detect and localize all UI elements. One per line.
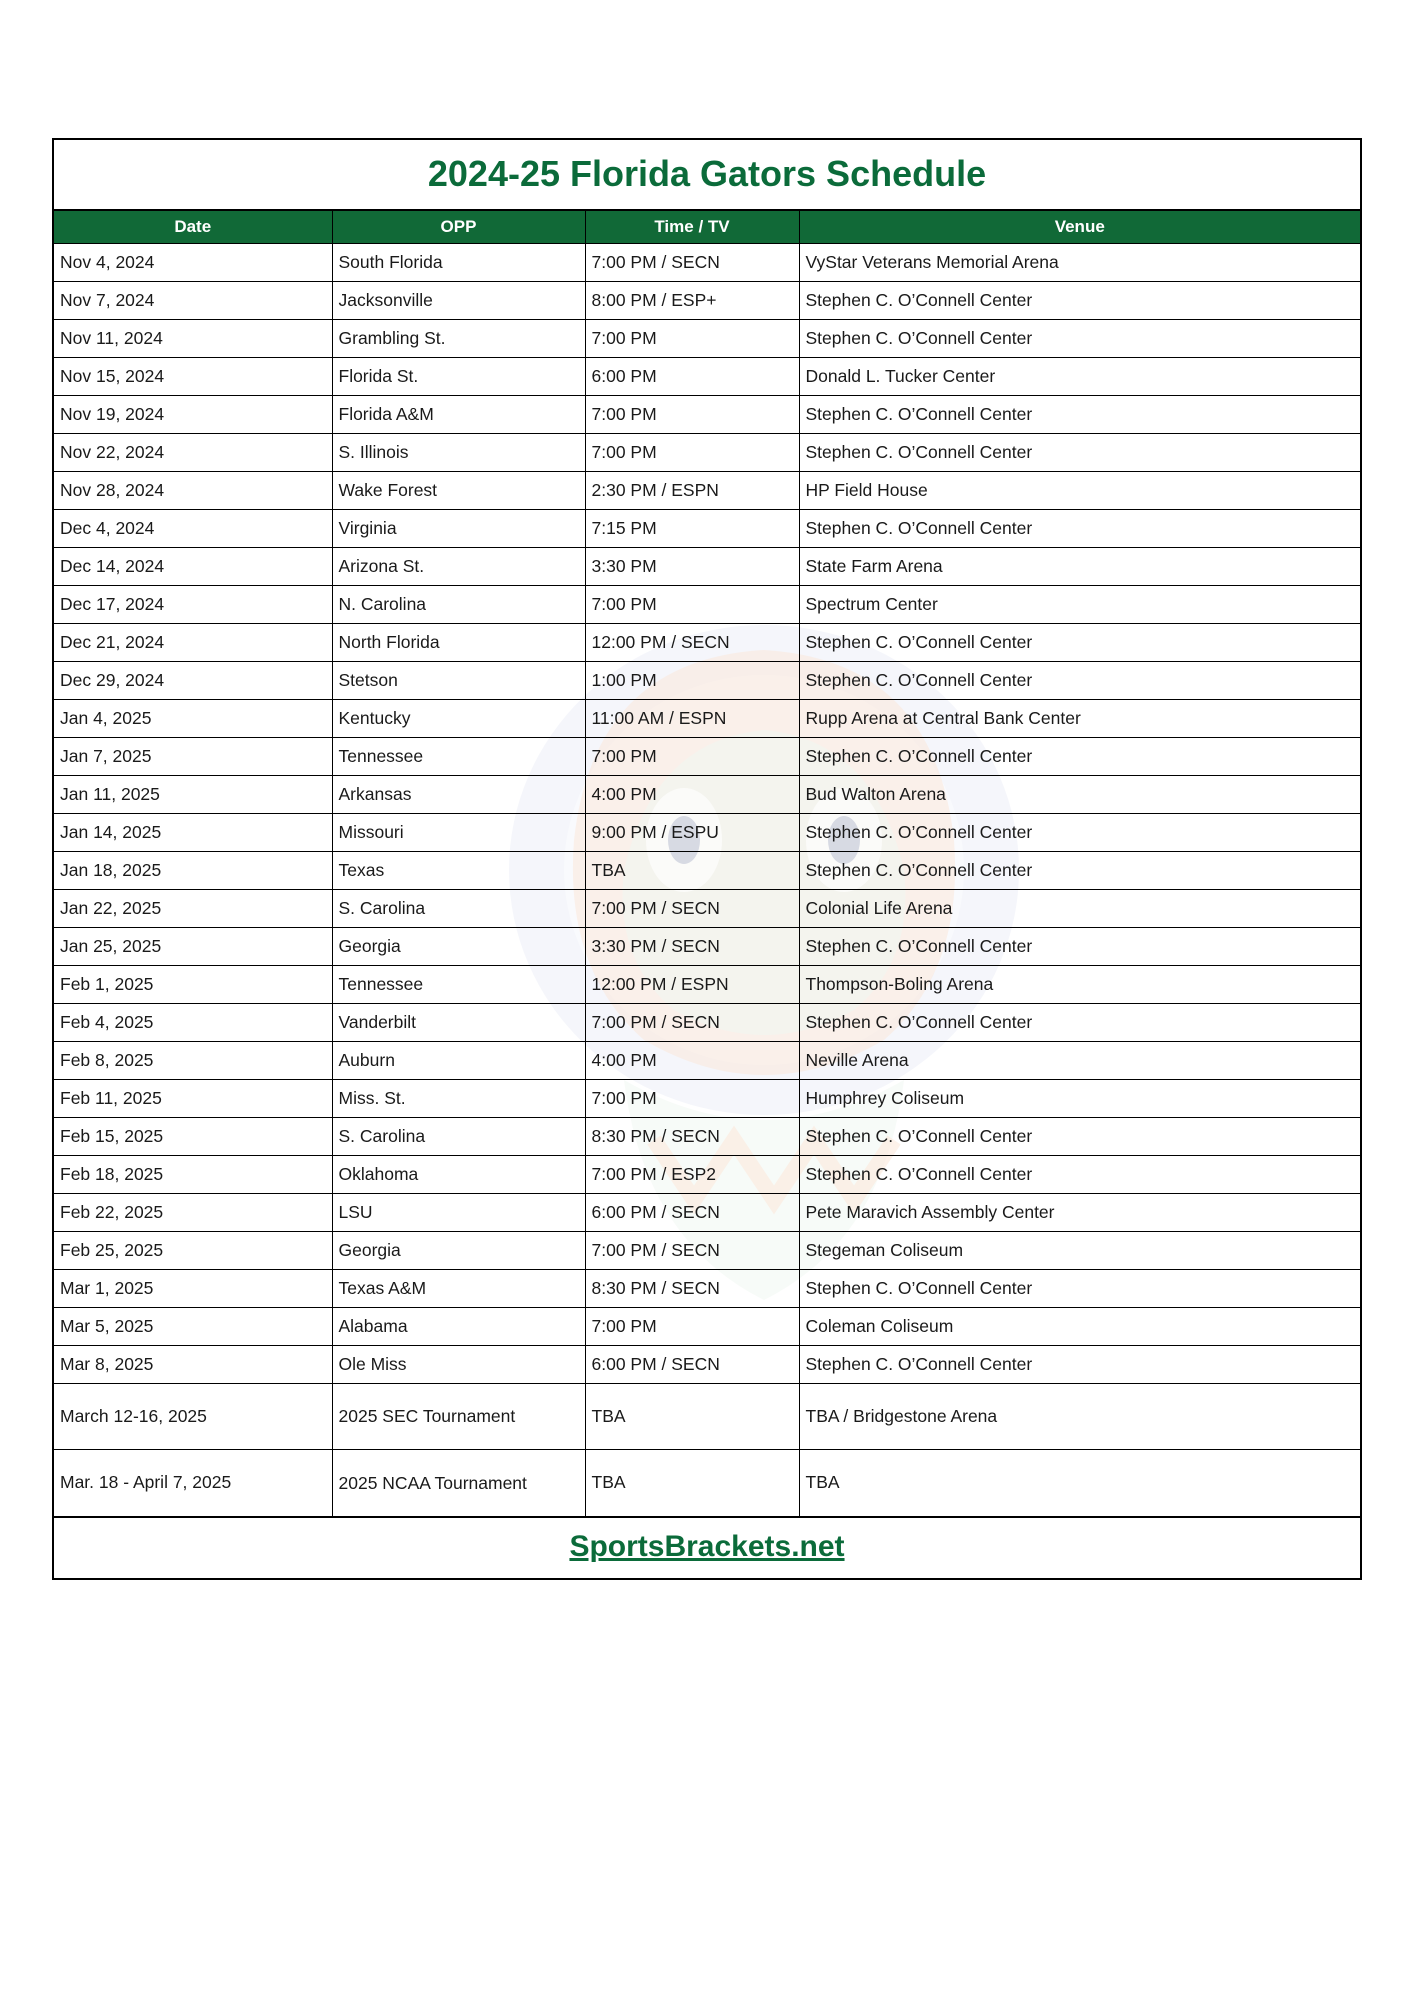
table-row <box>54 320 1360 358</box>
cell-time: TBA <box>585 852 799 890</box>
cell-opp: S. Illinois <box>332 434 585 472</box>
cell-opp: 2025 NCAA Tournament <box>332 1450 585 1516</box>
footer <box>54 1516 1360 1578</box>
cell-time: TBA <box>585 1384 799 1450</box>
cell-date: Feb 22, 2025 <box>54 1194 332 1232</box>
table-row <box>54 1232 1360 1270</box>
cell-date: Nov 19, 2024 <box>54 396 332 434</box>
table-row <box>54 852 1360 890</box>
cell-venue: HP Field House <box>799 472 1360 510</box>
table-row <box>54 1384 1360 1450</box>
cell-date: Feb 1, 2025 <box>54 966 332 1004</box>
cell-opp: Arkansas <box>332 776 585 814</box>
cell-time: 7:00 PM <box>585 396 799 434</box>
cell-opp: Tennessee <box>332 738 585 776</box>
table-row <box>54 1080 1360 1118</box>
table-row <box>54 1042 1360 1080</box>
table-row <box>54 890 1360 928</box>
table-row <box>54 472 1360 510</box>
cell-opp: 2025 SEC Tournament <box>332 1384 585 1450</box>
table-row <box>54 244 1360 282</box>
cell-date: Feb 25, 2025 <box>54 1232 332 1270</box>
cell-date: Nov 15, 2024 <box>54 358 332 396</box>
cell-date: Jan 11, 2025 <box>54 776 332 814</box>
table-row <box>54 510 1360 548</box>
table-row <box>54 738 1360 776</box>
cell-venue: Coleman Coliseum <box>799 1308 1360 1346</box>
cell-venue: Rupp Arena at Central Bank Center <box>799 700 1360 738</box>
cell-date: Feb 8, 2025 <box>54 1042 332 1080</box>
table-row <box>54 1450 1360 1516</box>
table-row <box>54 358 1360 396</box>
cell-date: Jan 4, 2025 <box>54 700 332 738</box>
cell-opp: Auburn <box>332 1042 585 1080</box>
table-row <box>54 434 1360 472</box>
table-row <box>54 966 1360 1004</box>
cell-venue: Stephen C. O’Connell Center <box>799 928 1360 966</box>
cell-venue: Stephen C. O’Connell Center <box>799 738 1360 776</box>
cell-opp: Georgia <box>332 928 585 966</box>
cell-venue: Stephen C. O’Connell Center <box>799 1004 1360 1042</box>
cell-date: Jan 18, 2025 <box>54 852 332 890</box>
schedule-sheet <box>52 138 1362 1580</box>
cell-time: 4:00 PM <box>585 776 799 814</box>
table-row <box>54 548 1360 586</box>
cell-venue: TBA <box>805 1472 840 1493</box>
cell-time: 3:30 PM / SECN <box>585 928 799 966</box>
cell-opp: Alabama <box>332 1308 585 1346</box>
cell-date: Nov 22, 2024 <box>54 434 332 472</box>
cell-venue: Stephen C. O’Connell Center <box>799 1156 1360 1194</box>
table-row <box>54 586 1360 624</box>
table-row <box>54 928 1360 966</box>
cell-opp: Arizona St. <box>332 548 585 586</box>
cell-venue: TBA / Bridgestone Arena <box>799 1384 1360 1450</box>
cell-time: 6:00 PM / SECN <box>585 1194 799 1232</box>
cell-venue: Stephen C. O’Connell Center <box>799 814 1360 852</box>
cell-time: 6:00 PM <box>585 358 799 396</box>
cell-venue: Bud Walton Arena <box>799 776 1360 814</box>
table-row <box>54 282 1360 320</box>
cell-time: 7:00 PM / ESP2 <box>585 1156 799 1194</box>
cell-opp: Tennessee <box>332 966 585 1004</box>
cell-time: 7:00 PM / SECN <box>585 890 799 928</box>
cell-time: 7:00 PM <box>585 1080 799 1118</box>
cell-time: 12:00 PM / SECN <box>585 624 799 662</box>
table-row <box>54 1346 1360 1384</box>
cell-date: Dec 14, 2024 <box>54 548 332 586</box>
cell-venue: Stephen C. O’Connell Center <box>799 662 1360 700</box>
cell-venue: Stegeman Coliseum <box>799 1232 1360 1270</box>
cell-opp: Georgia <box>332 1232 585 1270</box>
cell-opp: Vanderbilt <box>332 1004 585 1042</box>
cell-opp: S. Carolina <box>332 890 585 928</box>
cell-time: 7:00 PM / SECN <box>585 244 799 282</box>
column-header-date: Date <box>54 211 332 244</box>
cell-venue: Stephen C. O’Connell Center <box>799 282 1360 320</box>
schedule-rows <box>54 244 1360 1516</box>
cell-date: Feb 15, 2025 <box>54 1118 332 1156</box>
table-row <box>54 1194 1360 1232</box>
table-row <box>54 1156 1360 1194</box>
cell-opp: Jacksonville <box>332 282 585 320</box>
cell-venue: Humphrey Coliseum <box>799 1080 1360 1118</box>
cell-opp: Stetson <box>332 662 585 700</box>
cell-opp: N. Carolina <box>332 586 585 624</box>
cell-time: 7:00 PM <box>585 434 799 472</box>
cell-date: Dec 29, 2024 <box>54 662 332 700</box>
cell-time: 7:00 PM / SECN <box>585 1004 799 1042</box>
cell-date: Jan 7, 2025 <box>54 738 332 776</box>
cell-time: 7:00 PM <box>585 586 799 624</box>
cell-date: Feb 18, 2025 <box>54 1156 332 1194</box>
cell-time: 4:00 PM <box>585 1042 799 1080</box>
cell-venue: Stephen C. O’Connell Center <box>799 434 1360 472</box>
cell-venue: Neville Arena <box>799 1042 1360 1080</box>
cell-opp: Texas A&M <box>332 1270 585 1308</box>
cell-opp: Miss. St. <box>332 1080 585 1118</box>
cell-date: Nov 4, 2024 <box>54 244 332 282</box>
cell-venue: Stephen C. O’Connell Center <box>799 320 1360 358</box>
cell-time: 6:00 PM / SECN <box>585 1346 799 1384</box>
cell-time: 7:00 PM <box>585 738 799 776</box>
cell-time: 7:15 PM <box>585 510 799 548</box>
cell-venue: State Farm Arena <box>799 548 1360 586</box>
cell-date: Jan 14, 2025 <box>54 814 332 852</box>
cell-opp: Florida A&M <box>332 396 585 434</box>
cell-date: Mar 5, 2025 <box>54 1308 332 1346</box>
cell-date: Dec 4, 2024 <box>54 510 332 548</box>
cell-opp: Texas <box>332 852 585 890</box>
cell-time: 7:00 PM <box>585 320 799 358</box>
cell-opp: North Florida <box>332 624 585 662</box>
cell-date: March 12-16, 2025 <box>54 1384 332 1450</box>
cell-time: TBA <box>585 1450 799 1516</box>
cell-opp: Missouri <box>332 814 585 852</box>
schedule-table <box>54 211 1360 1516</box>
cell-venue: Colonial Life Arena <box>799 890 1360 928</box>
cell-venue: Stephen C. O’Connell Center <box>799 1118 1360 1156</box>
cell-date: Nov 28, 2024 <box>54 472 332 510</box>
column-header-opp: OPP <box>332 211 585 244</box>
cell-opp: Grambling St. <box>332 320 585 358</box>
cell-opp: Kentucky <box>332 700 585 738</box>
cell-venue: Stephen C. O’Connell Center <box>799 510 1360 548</box>
cell-venue: Stephen C. O’Connell Center <box>799 624 1360 662</box>
cell-date: Nov 11, 2024 <box>54 320 332 358</box>
cell-time: 1:00 PM <box>585 662 799 700</box>
cell-time: 12:00 PM / ESPN <box>585 966 799 1004</box>
cell-venue: Spectrum Center <box>799 586 1360 624</box>
cell-date: Dec 17, 2024 <box>54 586 332 624</box>
cell-time: 8:30 PM / SECN <box>585 1118 799 1156</box>
cell-time: 3:30 PM <box>585 548 799 586</box>
cell-venue: Stephen C. O’Connell Center <box>799 1346 1360 1384</box>
table-row <box>54 396 1360 434</box>
cell-time: 8:30 PM / SECN <box>585 1270 799 1308</box>
cell-venue: Thompson-Boling Arena <box>799 966 1360 1004</box>
cell-opp: Virginia <box>332 510 585 548</box>
cell-date: Mar 8, 2025 <box>54 1346 332 1384</box>
cell-opp: Wake Forest <box>332 472 585 510</box>
table-row <box>54 700 1360 738</box>
table-row <box>54 1270 1360 1308</box>
page-title: 2024-25 Florida Gators Schedule <box>54 140 1360 211</box>
cell-opp: South Florida <box>332 244 585 282</box>
table-row <box>54 776 1360 814</box>
cell-date: Mar 1, 2025 <box>54 1270 332 1308</box>
cell-date: Mar. 18 - April 7, 2025 <box>54 1450 332 1516</box>
column-header-venue: Venue <box>799 211 1360 244</box>
cell-opp: Florida St. <box>332 358 585 396</box>
cell-opp: Ole Miss <box>332 1346 585 1384</box>
table-row <box>54 624 1360 662</box>
cell-date: Jan 25, 2025 <box>54 928 332 966</box>
sportsbrackets-link[interactable]: SportsBrackets.net <box>569 1529 845 1563</box>
cell-time: 8:00 PM / ESP+ <box>585 282 799 320</box>
table-row <box>54 1118 1360 1156</box>
cell-time: 11:00 AM / ESPN <box>585 700 799 738</box>
cell-date: Jan 22, 2025 <box>54 890 332 928</box>
cell-date: Feb 11, 2025 <box>54 1080 332 1118</box>
cell-opp: S. Carolina <box>332 1118 585 1156</box>
cell-time: 7:00 PM / SECN <box>585 1232 799 1270</box>
cell-venue: Donald L. Tucker Center <box>799 358 1360 396</box>
cell-date: Feb 4, 2025 <box>54 1004 332 1042</box>
cell-date: Dec 21, 2024 <box>54 624 332 662</box>
cell-time: 7:00 PM <box>585 1308 799 1346</box>
cell-venue: Stephen C. O’Connell Center <box>799 852 1360 890</box>
cell-time: 9:00 PM / ESPU <box>585 814 799 852</box>
table-row <box>54 662 1360 700</box>
cell-venue: Stephen C. O’Connell Center <box>799 396 1360 434</box>
table-header-row <box>54 211 1360 244</box>
cell-venue: VyStar Veterans Memorial Arena <box>799 244 1360 282</box>
table-row <box>54 1308 1360 1346</box>
column-header-time-tv: Time / TV <box>585 211 799 244</box>
cell-time: 2:30 PM / ESPN <box>585 472 799 510</box>
cell-venue: Pete Maravich Assembly Center <box>799 1194 1360 1232</box>
cell-opp: Oklahoma <box>332 1156 585 1194</box>
table-row <box>54 814 1360 852</box>
cell-opp: LSU <box>332 1194 585 1232</box>
cell-date: Nov 7, 2024 <box>54 282 332 320</box>
table-row <box>54 1004 1360 1042</box>
cell-venue: Stephen C. O’Connell Center <box>799 1270 1360 1308</box>
